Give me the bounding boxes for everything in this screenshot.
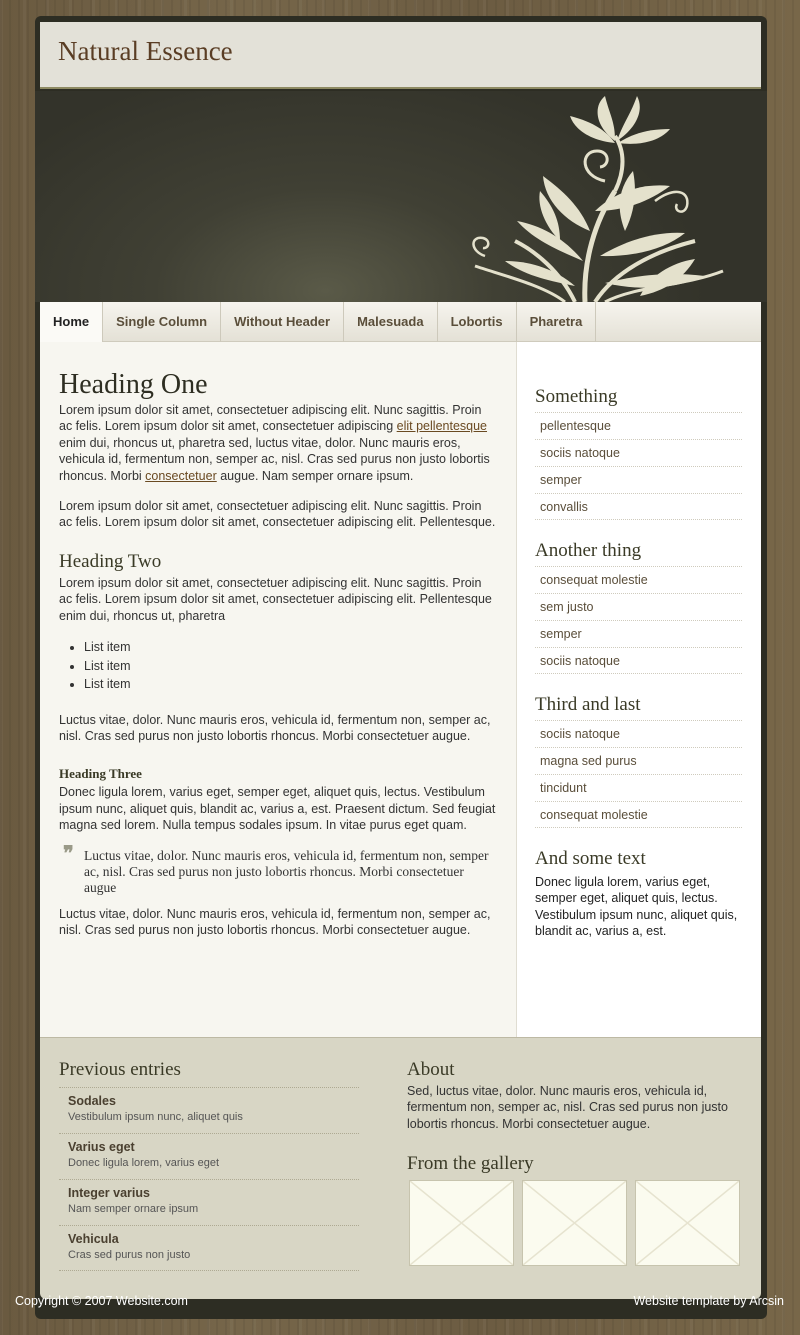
sidebar-heading-and-some-text: And some text xyxy=(535,848,646,869)
image-placeholder-icon xyxy=(523,1181,626,1265)
sidebar-link[interactable]: semper xyxy=(535,466,742,493)
sidebar-link[interactable]: magna sed purus xyxy=(535,747,742,774)
nav-without-header[interactable]: Without Header xyxy=(221,302,344,342)
entry-title[interactable]: Varius eget xyxy=(68,1140,135,1154)
link-consectetuer[interactable]: consectetuer xyxy=(145,468,217,483)
sidebar-link[interactable]: sem justo xyxy=(535,593,742,620)
paragraph-1-text-b: enim dui, rhoncus ut, pharetra sed, luctus vitae, dolor. Nunc mauris eros, vehicula id, fermentum non, semper ac, nisl. Cras sed purus non justo lobortis rhoncus. Morbi xyxy=(59,435,490,483)
sidebar-text: Donec ligula lorem, varius eget, semper eget, aliquet quis, lectus. Vestibulum ipsum nunc, aliquet quis, blandit ac, varius a, est. xyxy=(535,875,738,939)
paragraph-1-text-a: Lorem ipsum dolor sit amet, consectetuer adipiscing elit. Nunc sagittis. Proin ac felis. Lorem ipsum dolor sit amet, consectetuer adipiscing xyxy=(59,403,482,434)
entry-summary: Donec ligula lorem, varius eget xyxy=(68,1157,220,1169)
sidebar-list-something xyxy=(535,412,742,520)
sidebar-link[interactable]: consequat molestie xyxy=(535,566,742,593)
nav-pharetra[interactable]: Pharetra xyxy=(517,302,597,342)
previous-entries xyxy=(59,1059,359,1271)
sidebar-link[interactable]: sociis natoque xyxy=(535,720,742,747)
list-item: • List item xyxy=(84,675,496,694)
sidebar-link[interactable]: consequat molestie xyxy=(535,801,742,828)
sidebar-heading-third-and-last: Third and last xyxy=(535,694,641,715)
gallery-heading: From the gallery xyxy=(407,1153,534,1174)
nav-malesuada[interactable]: Malesuada xyxy=(344,302,437,342)
quote-text: Luctus vitae, dolor. Nunc mauris eros, vehicula id, fermentum non, semper ac, nisl. Cras sed purus non justo lobortis rhoncus. Morbi consectetuer augue xyxy=(84,847,489,895)
about-heading: About xyxy=(407,1059,455,1080)
entry-summary: Nam semper ornare ipsum xyxy=(68,1203,199,1215)
sidebar-heading-something: Something xyxy=(535,386,618,407)
previous-entries-heading: Previous entries xyxy=(59,1059,181,1080)
paragraph-1-text-c: augue. Nam semper ornare ipsum. xyxy=(216,468,414,483)
paragraph-5: Donec ligula lorem, varius eget, semper eget, aliquet quis, lectus. Vestibulum ipsum nunc, aliquet quis, blandit ac, varius a, est. Praesent dictum. Sed feugiat magna sed lorem. Nulla tempus sodales ipsum. In vitae purus eget quam. xyxy=(59,785,496,833)
heading-one: Heading One xyxy=(59,369,208,400)
heading-two: Heading Two xyxy=(59,550,162,572)
sidebar-link[interactable]: semper xyxy=(535,620,742,647)
link-elit-pellentesque[interactable]: elit pellentesque xyxy=(396,419,488,434)
sidebar-link[interactable]: convallis xyxy=(535,493,742,520)
page-wrapper xyxy=(35,16,767,1319)
list-item: • List item xyxy=(84,638,496,657)
bullet-list xyxy=(84,638,496,694)
entry-title[interactable]: Sodales xyxy=(68,1094,116,1108)
paragraph-1 xyxy=(59,402,496,484)
gallery-thumbnail[interactable] xyxy=(522,1180,627,1266)
list-item[interactable] xyxy=(59,1087,359,1133)
copyright-text: Copyright © 2007 Website.com xyxy=(15,1294,188,1308)
sidebar xyxy=(516,342,761,1037)
sidebar-heading-another-thing: Another thing xyxy=(535,540,642,561)
list-item[interactable] xyxy=(59,1133,359,1179)
sidebar-link[interactable]: tincidunt xyxy=(535,774,742,801)
paragraph-4: Luctus vitae, dolor. Nunc mauris eros, vehicula id, fermentum non, semper ac, nisl. Cras sed purus non justo lobortis rhoncus. Morbi consectetuer augue. xyxy=(59,712,491,743)
list-item: • List item xyxy=(84,657,496,676)
site-title[interactable]: Natural Essence xyxy=(58,36,233,66)
paragraph-2: Lorem ipsum dolor sit amet, consectetuer adipiscing elit. Nunc sagittis. Proin ac felis. Lorem ipsum dolor sit amet, consectetuer adipiscing elit. Pellentesque. xyxy=(59,499,496,530)
sidebar-list-third-and-last xyxy=(535,720,742,828)
entries-list xyxy=(59,1087,359,1271)
heading-three: Heading Three xyxy=(59,766,142,782)
header-banner xyxy=(35,91,767,302)
blockquote xyxy=(59,842,496,896)
about-text: Sed, luctus vitae, dolor. Nunc mauris eros, vehicula id, fermentum non, semper ac, nisl. Cras sed purus non justo lobortis rhoncus. Morbi consectetuer augue. xyxy=(407,1084,728,1131)
paragraph-6: Luctus vitae, dolor. Nunc mauris eros, vehicula id, fermentum non, semper ac, nisl. Cras sed purus non justo lobortis rhoncus. Morbi consectetuer augue. xyxy=(59,906,491,937)
image-placeholder-icon xyxy=(410,1181,513,1265)
nav-home[interactable]: Home xyxy=(40,302,103,342)
image-placeholder-icon xyxy=(636,1181,739,1265)
quote-icon: ❞ xyxy=(63,842,74,865)
about-section xyxy=(407,1059,747,1132)
site-header xyxy=(40,22,761,89)
list-item[interactable] xyxy=(59,1179,359,1225)
sidebar-list-another-thing xyxy=(535,566,742,674)
floral-ornament-icon xyxy=(465,91,745,302)
main-nav xyxy=(40,302,761,342)
list-item[interactable] xyxy=(59,1225,359,1271)
template-credit[interactable]: Website template by Arcsin xyxy=(633,1294,784,1308)
gallery-thumbnail[interactable] xyxy=(635,1180,740,1266)
paragraph-3: Lorem ipsum dolor sit amet, consectetuer adipiscing elit. Nunc sagittis. Proin ac felis. Lorem ipsum dolor sit amet, consectetuer adipiscing elit. Pellentesque enim dui, rhoncus ut, pharetra xyxy=(59,575,492,623)
sidebar-link[interactable]: sociis natoque xyxy=(535,647,742,674)
entry-summary: Cras sed purus non justo xyxy=(68,1249,191,1261)
entry-title[interactable]: Vehicula xyxy=(68,1232,119,1246)
entry-summary: Vestibulum ipsum nunc, aliquet quis xyxy=(68,1111,243,1123)
sidebar-link[interactable]: pellentesque xyxy=(535,412,742,439)
sidebar-link[interactable]: sociis natoque xyxy=(535,439,742,466)
nav-single-column[interactable]: Single Column xyxy=(103,302,221,342)
footer-panel xyxy=(40,1037,761,1299)
entry-title[interactable]: Integer varius xyxy=(68,1186,150,1200)
main-content xyxy=(40,342,516,1037)
nav-lobortis[interactable]: Lobortis xyxy=(438,302,517,342)
gallery-thumbnail[interactable] xyxy=(409,1180,514,1266)
